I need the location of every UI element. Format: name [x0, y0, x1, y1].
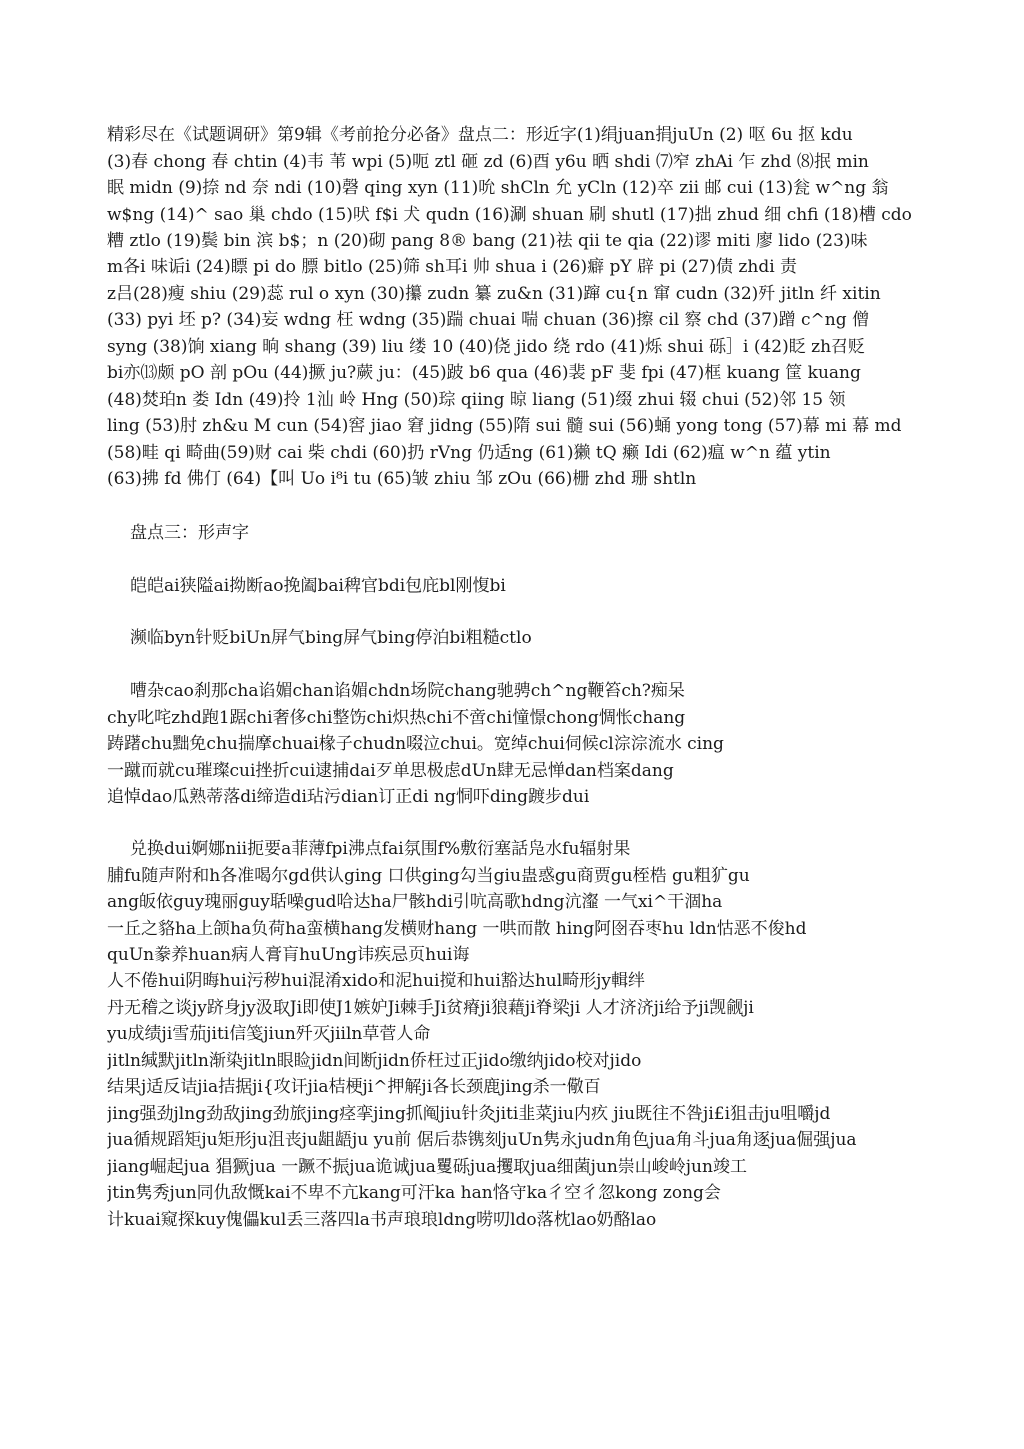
- section2-line-6: m各i 味诟i (24)瞟 pi do 膘 bitlo (25)筛 sh耳i 帅 shua i (26)癖 pY 辟 pi (27)债 zhdi 责: [107, 257, 798, 277]
- section2-line-10: bi亦⒀颇 pO 剖 pOu (44)撅 ju?蕨 ju：(45)跛 b6 qua (46)裴 pF 斐 fpi (47)框 kuang 筐 kuang: [107, 363, 861, 383]
- section3-line-10: ang皈依guy瑰丽guy聒噪gud哈达ha尸骸hdi引吭高歌hdng沆瀣 一气xi^干涸ha: [107, 892, 723, 912]
- section3-line-19: jua循规蹈矩ju矩形ju沮丧ju龃龉ju yu前 倨后恭镌刻juUn隽永judn角色jua角斗jua角逐jua倔强jua: [107, 1130, 857, 1150]
- section3-line-22: 计kuai窥探kuy傀儡kul丢三落四la书声琅琅ldng唠叨ldo落枕lao奶酪lao: [107, 1210, 657, 1230]
- section3-line-11: 一丘之貉ha上颌ha负荷ha蛮横hang发横财hang 一哄而散 hing阿囹吞枣hu ldn怙恶不俊hd: [107, 919, 807, 939]
- section2-line-5: 糟 ztlo (19)鬓 bin 滨 b$；n (20)砌 pang 8® bang (21)祛 qii te qia (22)谬 miti 廖 lido (23)味: [107, 231, 868, 251]
- section2-line-12: ling (53)肘 zh&u M cun (54)窖 jiao 窘 jidng (55)隋 sui 髓 sui (56)蛹 yong tong (57)幕 mi 幕 md: [107, 416, 902, 436]
- section3-line-2: 濒临byn针贬biUn屏气bing屏气bing停泊bi粗糙ctlo: [130, 628, 532, 648]
- section2-line-13: (58)畦 qi 畸曲(59)财 cai 柴 chdi (60)扔 rVng 仍适ng (61)獭 tQ 癞 Idi (62)瘟 w^n 蕴 ytin: [107, 443, 831, 463]
- section3-line-4: chy叱咤zhd跑1踞chi奢侈chi整饬chi炽热chi不啻chi憧憬chong惆怅chang: [107, 708, 686, 728]
- section3-line-16: jitln缄默jitln渐染jitln眼睑jidn间断jidn侨枉过正jido缴纳jido校对jido: [107, 1051, 642, 1071]
- section3-line-1: 皑皑ai狭隘ai拗断ao挽阖bai稗官bdi包庇bl刚愎bi: [130, 576, 506, 596]
- section3-line-20: jiang崛起jua 猖獗jua 一蹶不振jua诡诚jua矍砾jua攫取jua细菌jun崇山峻岭jun竣工: [107, 1157, 747, 1177]
- section3-line-18: jing强劲jlng劲敌jing劲旅jing痉挛jing抓阄jiu针灸jiti韭菜jiu内疚 jiu既往不咎ji£i狙击ju咀嚼jd: [107, 1104, 831, 1124]
- section2-line-4: w$ng (14)^ sao 巢 chdo (15)吠 f$i 犬 qudn (16)涮 shuan 刷 shutl (17)拙 zhud 细 chfi (18)槽 cdo: [107, 205, 912, 225]
- section3-line-12: quUn豢养huan病人膏肓huUng讳疾忌页hui诲: [107, 945, 470, 965]
- section3-line-14: 丹无稽之谈jy跻身jy汲取Ji即使J1嫉妒Ji棘手Ji贫瘠ji狼藉ji脊梁ji 人才济济ji给予ji觊觎ji: [107, 998, 754, 1018]
- section3-line-8: 兑换dui婀娜nii扼要a菲薄fpi沸点fai氛围f%敷衍塞話凫水fu辐射果: [130, 839, 631, 859]
- section2-line-11: (48)焚珀n 娄 Idn (49)拎 1汕 岭 Hng (50)琮 qiing 晾 liang (51)缀 zhui 辍 chui (52)邻 15 领: [107, 390, 846, 410]
- section2-line-2: (3)春 chong 春 chtin (4)韦 苇 wpi (5)呃 ztl 砸 zd (6)酉 y6u 晒 shdi ⑺窄 zhAi 乍 zhd ⑻抿 min: [107, 152, 869, 172]
- section3-line-13: 人不倦hui阴晦hui污秽hui混淆xido和泥hui搅和hui豁达hul畸形jy輯绊: [107, 971, 646, 991]
- section3-line-6: 一蹴而就cu璀璨cui挫折cui逮捕dai歹单思极虑dUn肆无忌惮dan档案dang: [107, 761, 674, 781]
- section2-line-1: 精彩尽在《试题调研》第9辑《考前抢分必备》盘点二：形近字(1)绢juan捐juUn (2) 呕 6u 抠 kdu: [107, 125, 853, 145]
- section3-line-7: 追悼dao瓜熟蒂落di缔造di玷污dian订正di ng恫吓ding踱步dui: [107, 787, 590, 807]
- section2-line-14: (63)拂 fd 佛仃 (64)【叫 Uo i⁸i tu (65)皱 zhiu 邹 zOu (66)栅 zhd 珊 shtln: [107, 469, 697, 489]
- section2-line-3: 眠 midn (9)捺 nd 奈 ndi (10)磬 qing xyn (11)吮 shCln 允 yCln (12)卒 zii 邮 cui (13)瓮 w^ng 翁: [107, 178, 889, 198]
- section3-line-9: 脯fu随声附和h各准喝尔gd供认ging 口供ging勾当giu蛊惑gu商贾gu桎梏 gu粗犷gu: [107, 866, 750, 886]
- section2-line-8: (33) pyi 坯 p? (34)妄 wdng 枉 wdng (35)踹 chuai 喘 chuan (36)擦 cil 察 chd (37)蹭 c^ng 僧: [107, 310, 870, 330]
- section3-line-21: jtin隽秀jun同仇敌慨kai不卑不亢kang可汗ka han恪守ka彳空彳忽kong zong会: [107, 1183, 721, 1203]
- section3-line-5: 踌躇chu黜免chu揣摩chuai椽子chudn啜泣chui。宽绰chui伺候cl淙淙流水 cing: [107, 734, 724, 754]
- section3-heading: 盘点三：形声字: [130, 523, 249, 543]
- section3-line-17: 结果j适反诘jia拮据ji{攻讦jia桔梗ji^押解ji各长颈鹿jing杀一儆百: [107, 1077, 601, 1097]
- section2-line-9: syng (38)饷 xiang 晌 shang (39) liu 缕 10 (40)侥 jido 绕 rdo (41)烁 shui 砾］i (42)眨 zh召贬: [107, 337, 866, 357]
- section3-line-3: 嘈杂cao刹那cha谄媚chan谄媚chdn场院chang驰骋ch^ng鞭笞ch?痴呆: [130, 681, 685, 701]
- section2-line-7: z吕(28)瘦 shiu (29)蕊 rul o xyn (30)攥 zudn 纂 zu&n (31)蹿 cu{n 窜 cudn (32)歼 jitln 纤 xitin: [107, 284, 881, 304]
- section3-line-15: yu成绩ji雪茄jiti信笺jiun歼灭jiiln草菅人命: [107, 1024, 431, 1044]
